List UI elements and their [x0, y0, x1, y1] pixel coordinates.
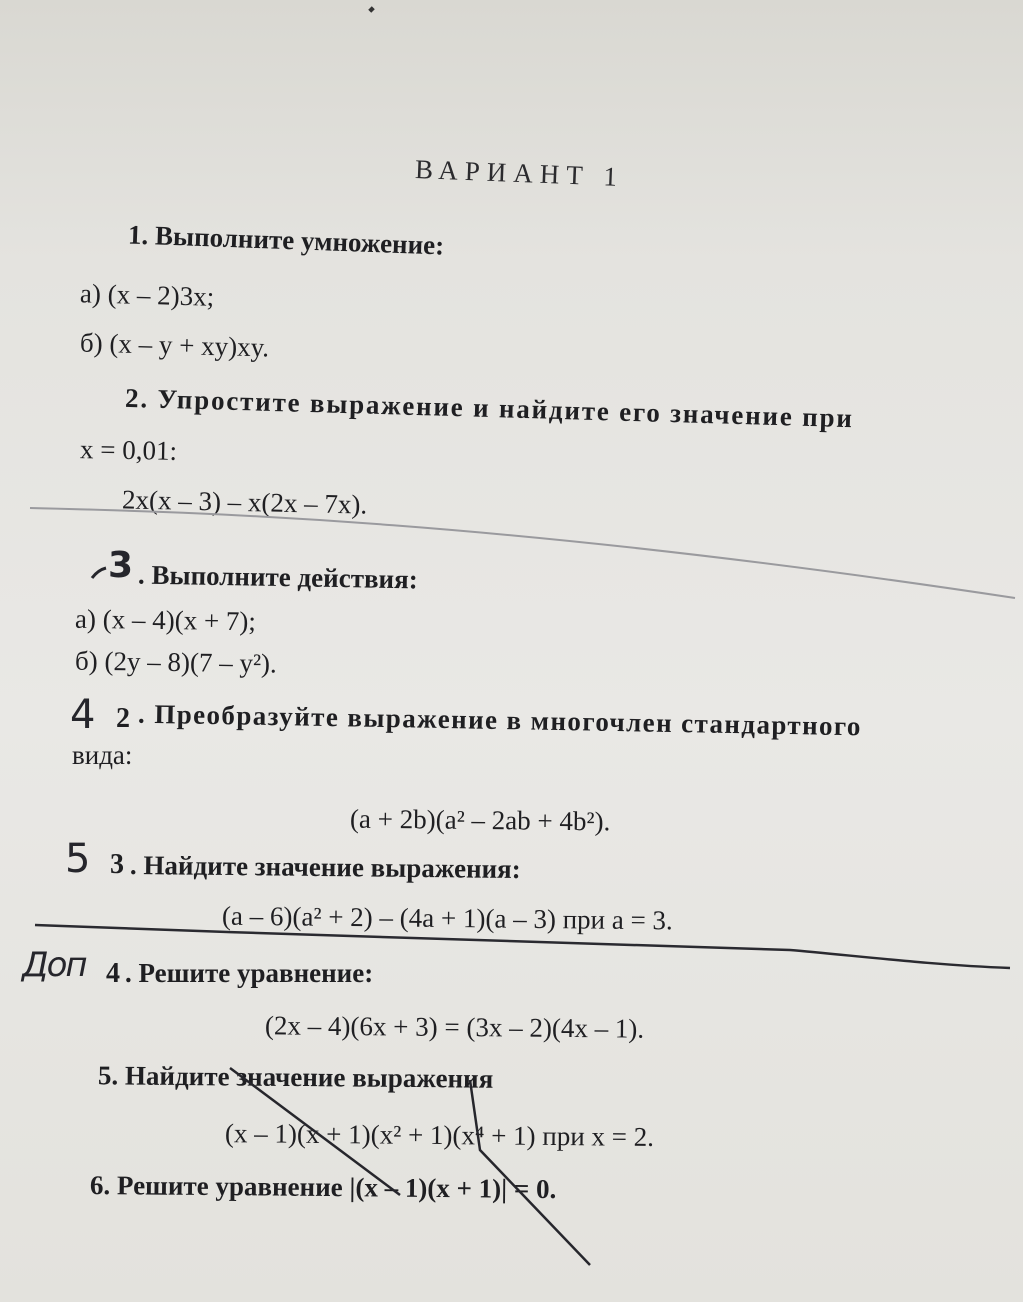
variant-title: ВАРИАНТ 1 — [414, 153, 625, 193]
task-1a: а) (x – 2)3x; — [79, 278, 215, 312]
handwritten-number-3: 3 — [108, 545, 134, 586]
task-4-heading-line1: . Преобразуйте выражение в многочлен стандартного — [137, 698, 863, 742]
task-5-expression: (a – 6)(a² + 2) – (4a + 1)(a – 3) при a = 3. — [221, 900, 673, 936]
printed-number-2: 2 — [116, 703, 130, 734]
task-8: 6. Решите уравнение |(x – 1)(x + 1)| = 0. — [89, 1169, 557, 1205]
task-3-heading: . Выполните действия: — [137, 559, 418, 595]
task-3a: а) (x – 4)(x + 7); — [74, 603, 257, 637]
task-5-heading: . Найдите значение выражения: — [129, 849, 521, 885]
task-7-heading: 5. Найдите значение выражения — [97, 1060, 494, 1094]
handwritten-word-dop: Доп — [22, 945, 86, 985]
task-1-heading: 1. Выполните умножение: — [127, 219, 445, 261]
task-4-heading-line2: вида: — [72, 740, 133, 770]
task-2-heading-line1: 2. Упростите выражение и найдите его значение при — [124, 382, 855, 434]
task-6-heading: . Решите уравнение: — [125, 958, 374, 988]
task-4-expression: (a + 2b)(a² – 2ab + 4b²). — [349, 803, 611, 837]
margin-check-mark — [92, 568, 106, 578]
printed-number-3: 3 — [110, 849, 124, 880]
dot-mark — [370, 8, 373, 11]
handwritten-number-5: 5 — [65, 836, 91, 882]
printed-number-4: 4 — [106, 958, 120, 989]
task-2-heading-line2: x = 0,01: — [79, 434, 178, 466]
task-1b: б) (x – y + xy)xy. — [79, 327, 270, 363]
task-2-expression: 2x(x – 3) – x(2x – 7x). — [121, 484, 368, 520]
task-7-expression: (x – 1)(x + 1)(x² + 1)(x⁴ + 1) при x = 2. — [224, 1118, 655, 1152]
task-3b: б) (2y – 8)(7 – y²). — [74, 645, 278, 679]
task-6-expression: (2x – 4)(6x + 3) = (3x – 2)(4x – 1). — [264, 1010, 645, 1044]
handwritten-number-4: 4 — [70, 692, 96, 738]
